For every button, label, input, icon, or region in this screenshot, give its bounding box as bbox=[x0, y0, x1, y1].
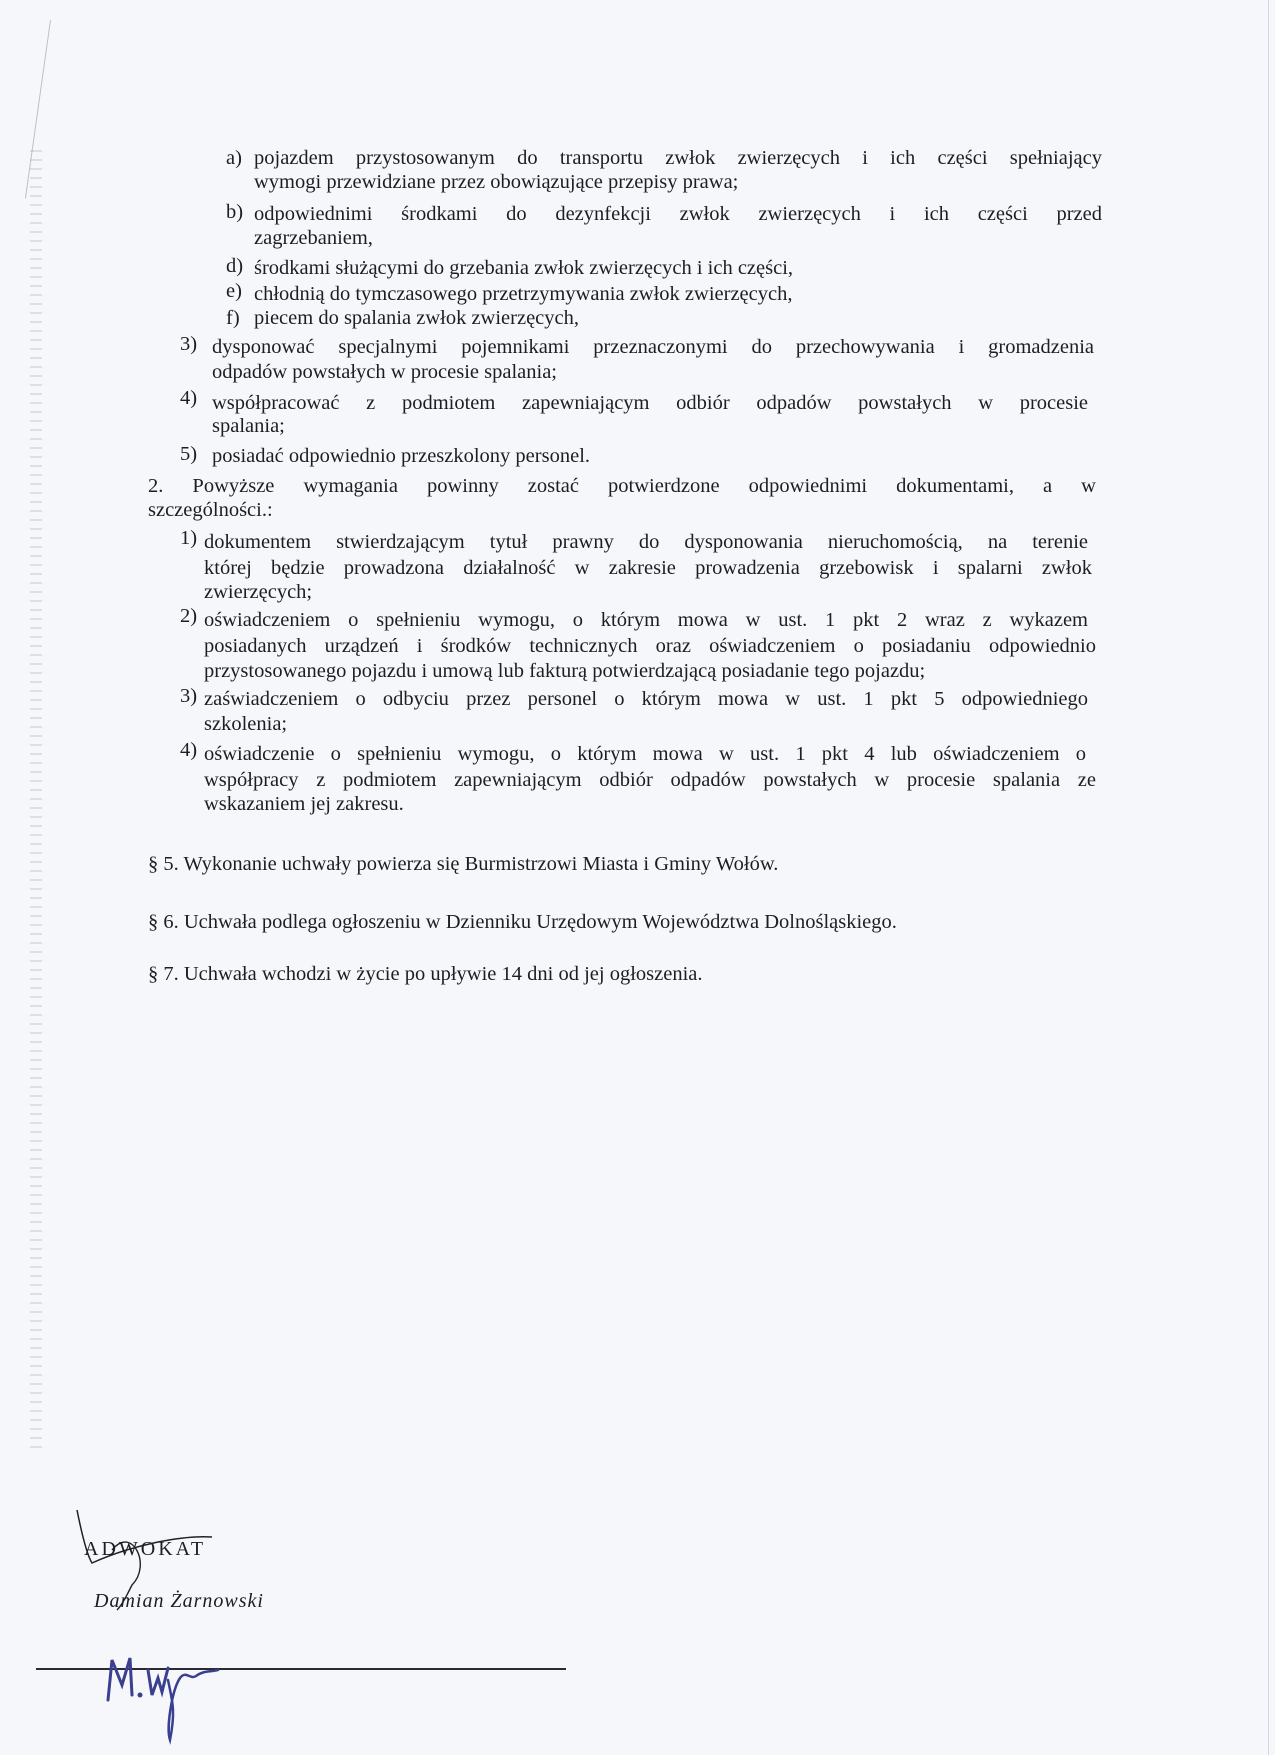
list-item-line: posiadanych urządzeń i środków technicznych oraz oświadczeniem o posiadaniu odpowiednio bbox=[204, 635, 1096, 657]
list-marker: e) bbox=[226, 280, 242, 302]
scan-right-edge bbox=[1268, 0, 1269, 1755]
list-item-line: współpracy z podmiotem zapewniającym odbiór odpadów powstałych w procesie spalania ze bbox=[204, 769, 1096, 791]
list-item-line: wymogi przewidziane przez obowiązujące przepisy prawa; bbox=[254, 171, 739, 193]
list-item-line: oświadczenie o spełnieniu wymogu, o którym mowa w ust. 1 pkt 4 lub oświadczeniem o bbox=[204, 743, 1086, 765]
list-item-line: środkami służącymi do grzebania zwłok zwierzęcych i ich części, bbox=[254, 257, 794, 279]
list-marker: 5) bbox=[180, 443, 198, 465]
list-marker: 3) bbox=[180, 685, 198, 707]
list-item-line: zaświadczeniem o odbyciu przez personel o którym mowa w ust. 1 pkt 5 odpowiedniego bbox=[204, 688, 1088, 710]
list-item-line: dysponować specjalnymi pojemnikami przeznaczonymi do przechowywania i gromadzenia bbox=[212, 336, 1094, 358]
paragraph-line: 2. Powyższe wymagania powinny zostać potwierdzone odpowiednimi dokumentami, a w bbox=[148, 475, 1096, 497]
list-item-line: wskazaniem jej zakresu. bbox=[204, 793, 404, 815]
stamp-name: Damian Żarnowski bbox=[94, 1590, 264, 1612]
list-item-line: szkolenia; bbox=[204, 713, 288, 735]
stamp-title: ADWOKAT bbox=[84, 1538, 207, 1560]
list-marker: 3) bbox=[180, 333, 198, 355]
list-marker: 4) bbox=[180, 387, 198, 409]
section-5: § 5. Wykonanie uchwały powierza się Burmistrzowi Miasta i Gminy Wołów. bbox=[148, 853, 779, 875]
list-marker: f) bbox=[226, 307, 240, 329]
list-item-line: oświadczeniem o spełnieniu wymogu, o którym mowa w ust. 1 pkt 2 wraz z wykazem bbox=[204, 609, 1088, 631]
list-marker: 4) bbox=[180, 739, 198, 761]
scan-edge-speckle bbox=[30, 150, 42, 1450]
list-marker: 1) bbox=[180, 527, 198, 549]
list-item-line: spalania; bbox=[212, 415, 285, 437]
list-item-line: zwierzęcych; bbox=[204, 581, 313, 603]
handwritten-signature bbox=[100, 1640, 230, 1745]
list-item-line: której będzie prowadzona działalność w zakresie prowadzenia grzebowisk i spalarni zwłok bbox=[204, 557, 1092, 579]
list-item-line: posiadać odpowiednio przeszkolony personel. bbox=[212, 445, 591, 467]
list-marker: a) bbox=[226, 147, 242, 169]
section-6: § 6. Uchwała podlega ogłoszeniu w Dzienniku Urzędowym Województwa Dolnośląskiego. bbox=[148, 911, 897, 933]
list-item-line: pojazdem przystosowanym do transportu zwłok zwierzęcych i ich części spełniający bbox=[254, 147, 1102, 169]
section-7: § 7. Uchwała wchodzi w życie po upływie 14 dni od jej ogłoszenia. bbox=[148, 963, 703, 985]
list-item-line: odpadów powstałych w procesie spalania; bbox=[212, 361, 557, 383]
list-item-line: piecem do spalania zwłok zwierzęcych, bbox=[254, 307, 579, 329]
list-item-line: zagrzebaniem, bbox=[254, 227, 373, 249]
list-item-line: odpowiednimi środkami do dezynfekcji zwłok zwierzęcych i ich części przed bbox=[254, 203, 1102, 225]
list-item-line: chłodnią do tymczasowego przetrzymywania zwłok zwierzęcych, bbox=[254, 283, 793, 305]
list-marker: b) bbox=[226, 201, 244, 223]
list-marker: d) bbox=[226, 255, 244, 277]
list-item-line: dokumentem stwierdzającym tytuł prawny do dysponowania nieruchomością, na terenie bbox=[204, 531, 1088, 553]
list-marker: 2) bbox=[180, 605, 198, 627]
list-item-line: przystosowanego pojazdu i umową lub fakturą potwierdzającą posiadanie tego pojazdu; bbox=[204, 660, 926, 682]
list-item-line: współpracować z podmiotem zapewniającym odbiór odpadów powstałych w procesie bbox=[212, 392, 1088, 414]
paragraph-line: szczególności.: bbox=[148, 499, 273, 521]
